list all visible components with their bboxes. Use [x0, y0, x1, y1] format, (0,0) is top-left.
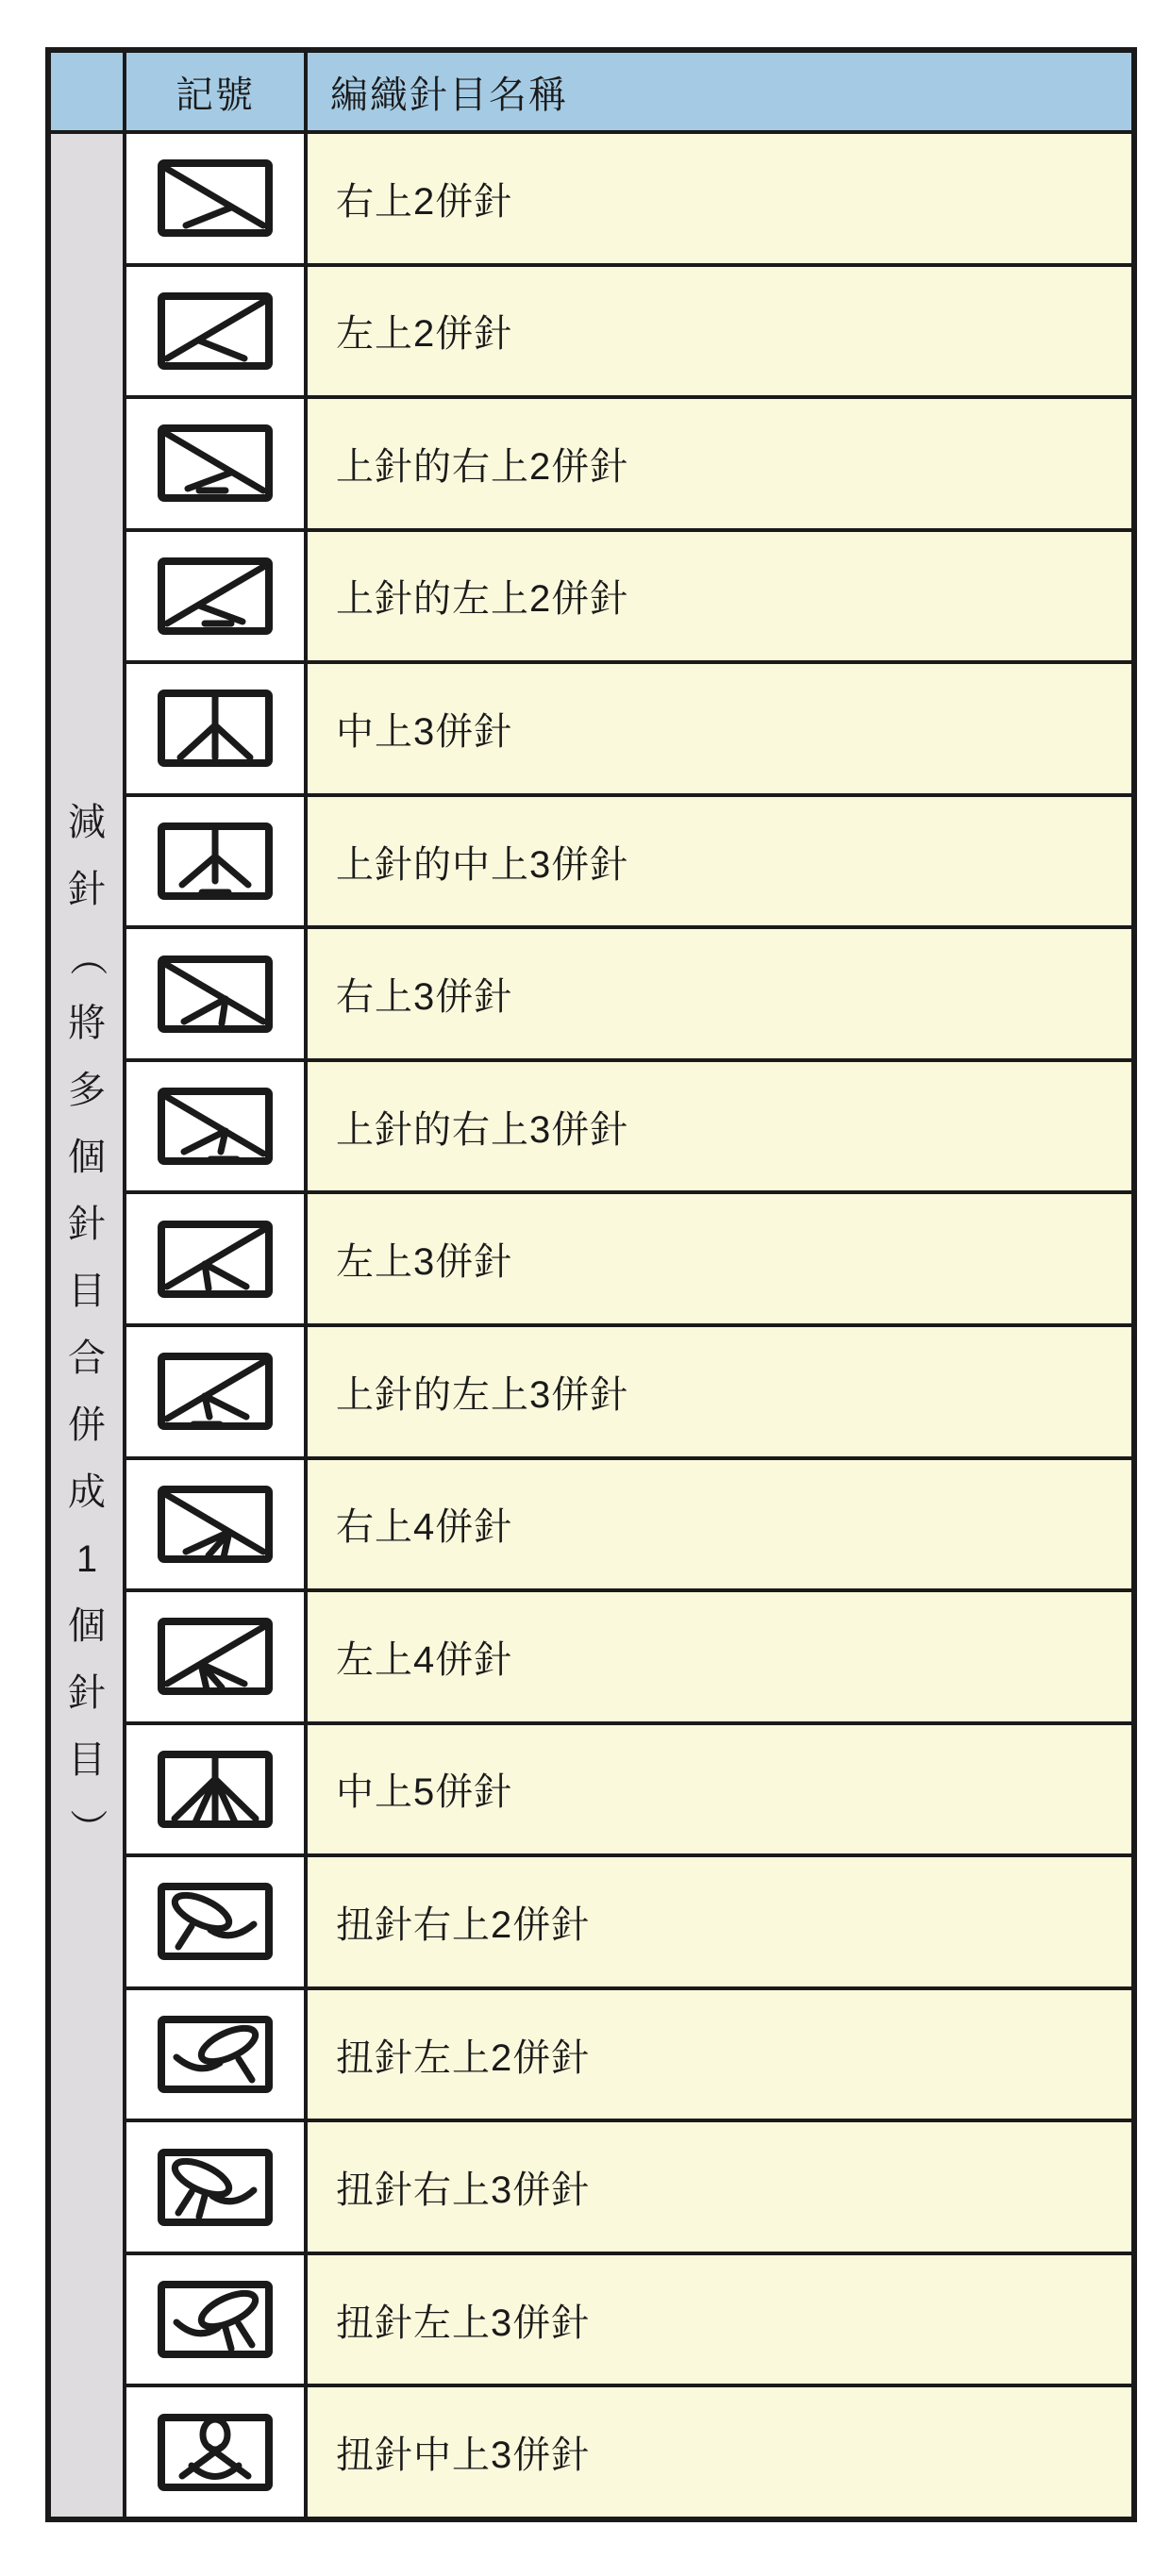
- symbol-cell: [126, 1062, 304, 1191]
- stitch-name: 左上3併針: [308, 1194, 1131, 1323]
- stitch-name: 右上4併針: [308, 1460, 1131, 1589]
- symbol-cell: [126, 532, 304, 661]
- sym-p2tog-left-icon: [158, 557, 273, 635]
- side-label-char: 個: [68, 1605, 106, 1647]
- symbol-cell: [126, 267, 304, 396]
- sym-p-cdd3-icon: [158, 823, 273, 900]
- symbol-cell: [126, 1725, 304, 1854]
- stitch-name: 右上3併針: [308, 929, 1131, 1058]
- symbol-cell: [126, 664, 304, 793]
- side-label-char: 將: [68, 1003, 106, 1044]
- side-label-char: 針: [68, 869, 106, 910]
- stitch-name: 右上2併針: [308, 134, 1131, 263]
- stitch-name: 上針的中上3併針: [308, 797, 1131, 926]
- side-label-char: 減: [68, 802, 106, 843]
- symbol-cell: [126, 1857, 304, 1986]
- sym-p3tog-left-icon: [158, 1353, 273, 1430]
- side-label-char: 針: [68, 1672, 106, 1714]
- sym-p3tog-right-icon: [158, 1088, 273, 1165]
- stitch-name: 中上3併針: [308, 664, 1131, 793]
- symbol-cell: [126, 1990, 304, 2119]
- stitch-name: 扭針左上2併針: [308, 1990, 1131, 2119]
- sym-k2tog-right-icon: [158, 159, 273, 237]
- stitch-name: 左上4併針: [308, 1592, 1131, 1721]
- symbol-cell: [126, 1327, 304, 1456]
- sym-k3tog-right-icon: [158, 956, 273, 1033]
- side-label-char: 個: [68, 1137, 106, 1178]
- stitch-name: 扭針左上3併針: [308, 2255, 1131, 2385]
- stitch-symbol-table: [45, 47, 1137, 2522]
- header-corner-cell: [51, 53, 123, 130]
- side-label-char: 多: [68, 1070, 106, 1111]
- side-label-char: 合: [68, 1338, 106, 1379]
- side-label-char: 目: [68, 1271, 106, 1312]
- symbol-cell: [126, 929, 304, 1058]
- sym-tw-k3tog-right-icon: [158, 2149, 273, 2226]
- sym-k2tog-left-icon: [158, 292, 273, 370]
- sym-k4tog-right-icon: [158, 1486, 273, 1563]
- symbol-cell: [126, 134, 304, 263]
- stitch-name: 上針的右上3併針: [308, 1062, 1131, 1191]
- sym-k4tog-left-icon: [158, 1618, 273, 1695]
- stitch-name: 左上2併針: [308, 267, 1131, 396]
- side-label-char: 目: [68, 1739, 106, 1781]
- stitch-name: 中上5併針: [308, 1725, 1131, 1854]
- side-label-char: 成: [68, 1471, 106, 1513]
- symbol-cell: [126, 797, 304, 926]
- decrease-category-label: [51, 134, 123, 2517]
- stitch-name: 扭針中上3併針: [308, 2387, 1131, 2517]
- symbol-cell: [126, 2387, 304, 2517]
- symbol-cell: [126, 1460, 304, 1589]
- stitch-name: 上針的右上2併針: [308, 399, 1131, 528]
- symbol-cell: [126, 2122, 304, 2252]
- sym-tw-k2tog-left-icon: [158, 2016, 273, 2093]
- sym-p2tog-right-icon: [158, 424, 273, 502]
- symbol-cell: [126, 2255, 304, 2385]
- side-label-char: 1: [75, 1538, 98, 1580]
- stitch-name: 扭針右上2併針: [308, 1857, 1131, 1986]
- sym-tw-k2tog-right-icon: [158, 1883, 273, 1960]
- sym-tw-k3tog-left-icon: [158, 2281, 273, 2358]
- symbol-cell: [126, 1194, 304, 1323]
- side-label-char: 針: [68, 1204, 106, 1245]
- side-label-char: ）: [66, 1808, 109, 1847]
- sym-tw-cdd3-icon: [158, 2414, 273, 2491]
- side-label-char: （: [66, 938, 109, 976]
- sym-cdd3-icon: [158, 690, 273, 767]
- sym-k3tog-left-icon: [158, 1221, 273, 1298]
- header-name-column: 編織針目名稱: [308, 53, 1131, 130]
- stitch-name: 上針的左上3併針: [308, 1327, 1131, 1456]
- symbol-cell: [126, 1592, 304, 1721]
- side-label-char: 併: [68, 1404, 106, 1446]
- stitch-name: 上針的左上2併針: [308, 532, 1131, 661]
- stitch-name: 扭針右上3併針: [308, 2122, 1131, 2252]
- header-symbol-column: 記號: [126, 53, 304, 130]
- symbol-cell: [126, 399, 304, 528]
- sym-cdd5-icon: [158, 1751, 273, 1828]
